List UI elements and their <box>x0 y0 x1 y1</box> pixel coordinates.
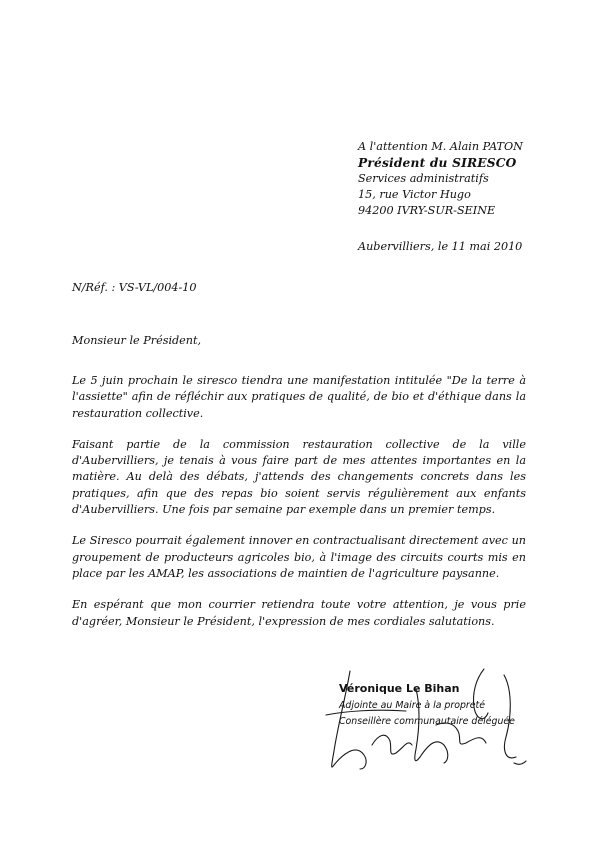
signatory-title-2: Conseillère communautaire déléguée <box>339 716 515 727</box>
body-paragraph: Le 5 juin prochain le siresco tiendra une manifestation intitulée "De la terre à l'assiette" afin de réfléchir aux pratiques de qualité, de bio et d'éthique dans la restauration collective. <box>72 374 526 420</box>
signatory-name: Véronique Le Bihan <box>339 682 460 695</box>
recipient-title: Président du SIRESCO <box>358 156 517 170</box>
body-paragraph: En espérant que mon courrier retiendra toute votre attention, je vous prie d'agréer, Monsieur le Président, l'expression de mes cordiales salutations. <box>72 598 526 628</box>
salutation: Monsieur le Président, <box>72 334 202 347</box>
recipient-address <box>358 139 523 219</box>
recipient-street: 15, rue Victor Hugo <box>358 188 471 201</box>
recipient-department: Services administratifs <box>358 172 489 185</box>
handwritten-signature <box>316 665 531 785</box>
letter-date: Aubervilliers, le 11 mai 2010 <box>358 240 523 253</box>
body-paragraph: Faisant partie de la commission restauration collective de la ville d'Aubervilliers, je tenais à vous faire part de mes attentes importantes en la matière. Au delà des débats, j'attends des changements concrets dans les pratiques, afin que des repas bio soient servis régulièrement aux enfants d'Aubervilliers. Une fois par semaine par exemple dans un premier temps. <box>72 437 526 517</box>
recipient-city: 94200 IVRY-SUR-SEINE <box>358 204 496 217</box>
letter-body <box>72 373 526 645</box>
signatory-title-1: Adjointe au Maire à la propreté <box>339 700 485 711</box>
reference-number: N/Réf. : VS-VL/004-10 <box>72 281 197 294</box>
body-paragraph: Le Siresco pourrait également innover en contractualisant directement avec un groupement de producteurs agricoles bio, à l'image des circuits courts mis en place par les AMAP, les associations de maintien de l'agriculture paysanne. <box>72 534 526 580</box>
recipient-attention: A l'attention M. Alain PATON <box>358 140 523 153</box>
